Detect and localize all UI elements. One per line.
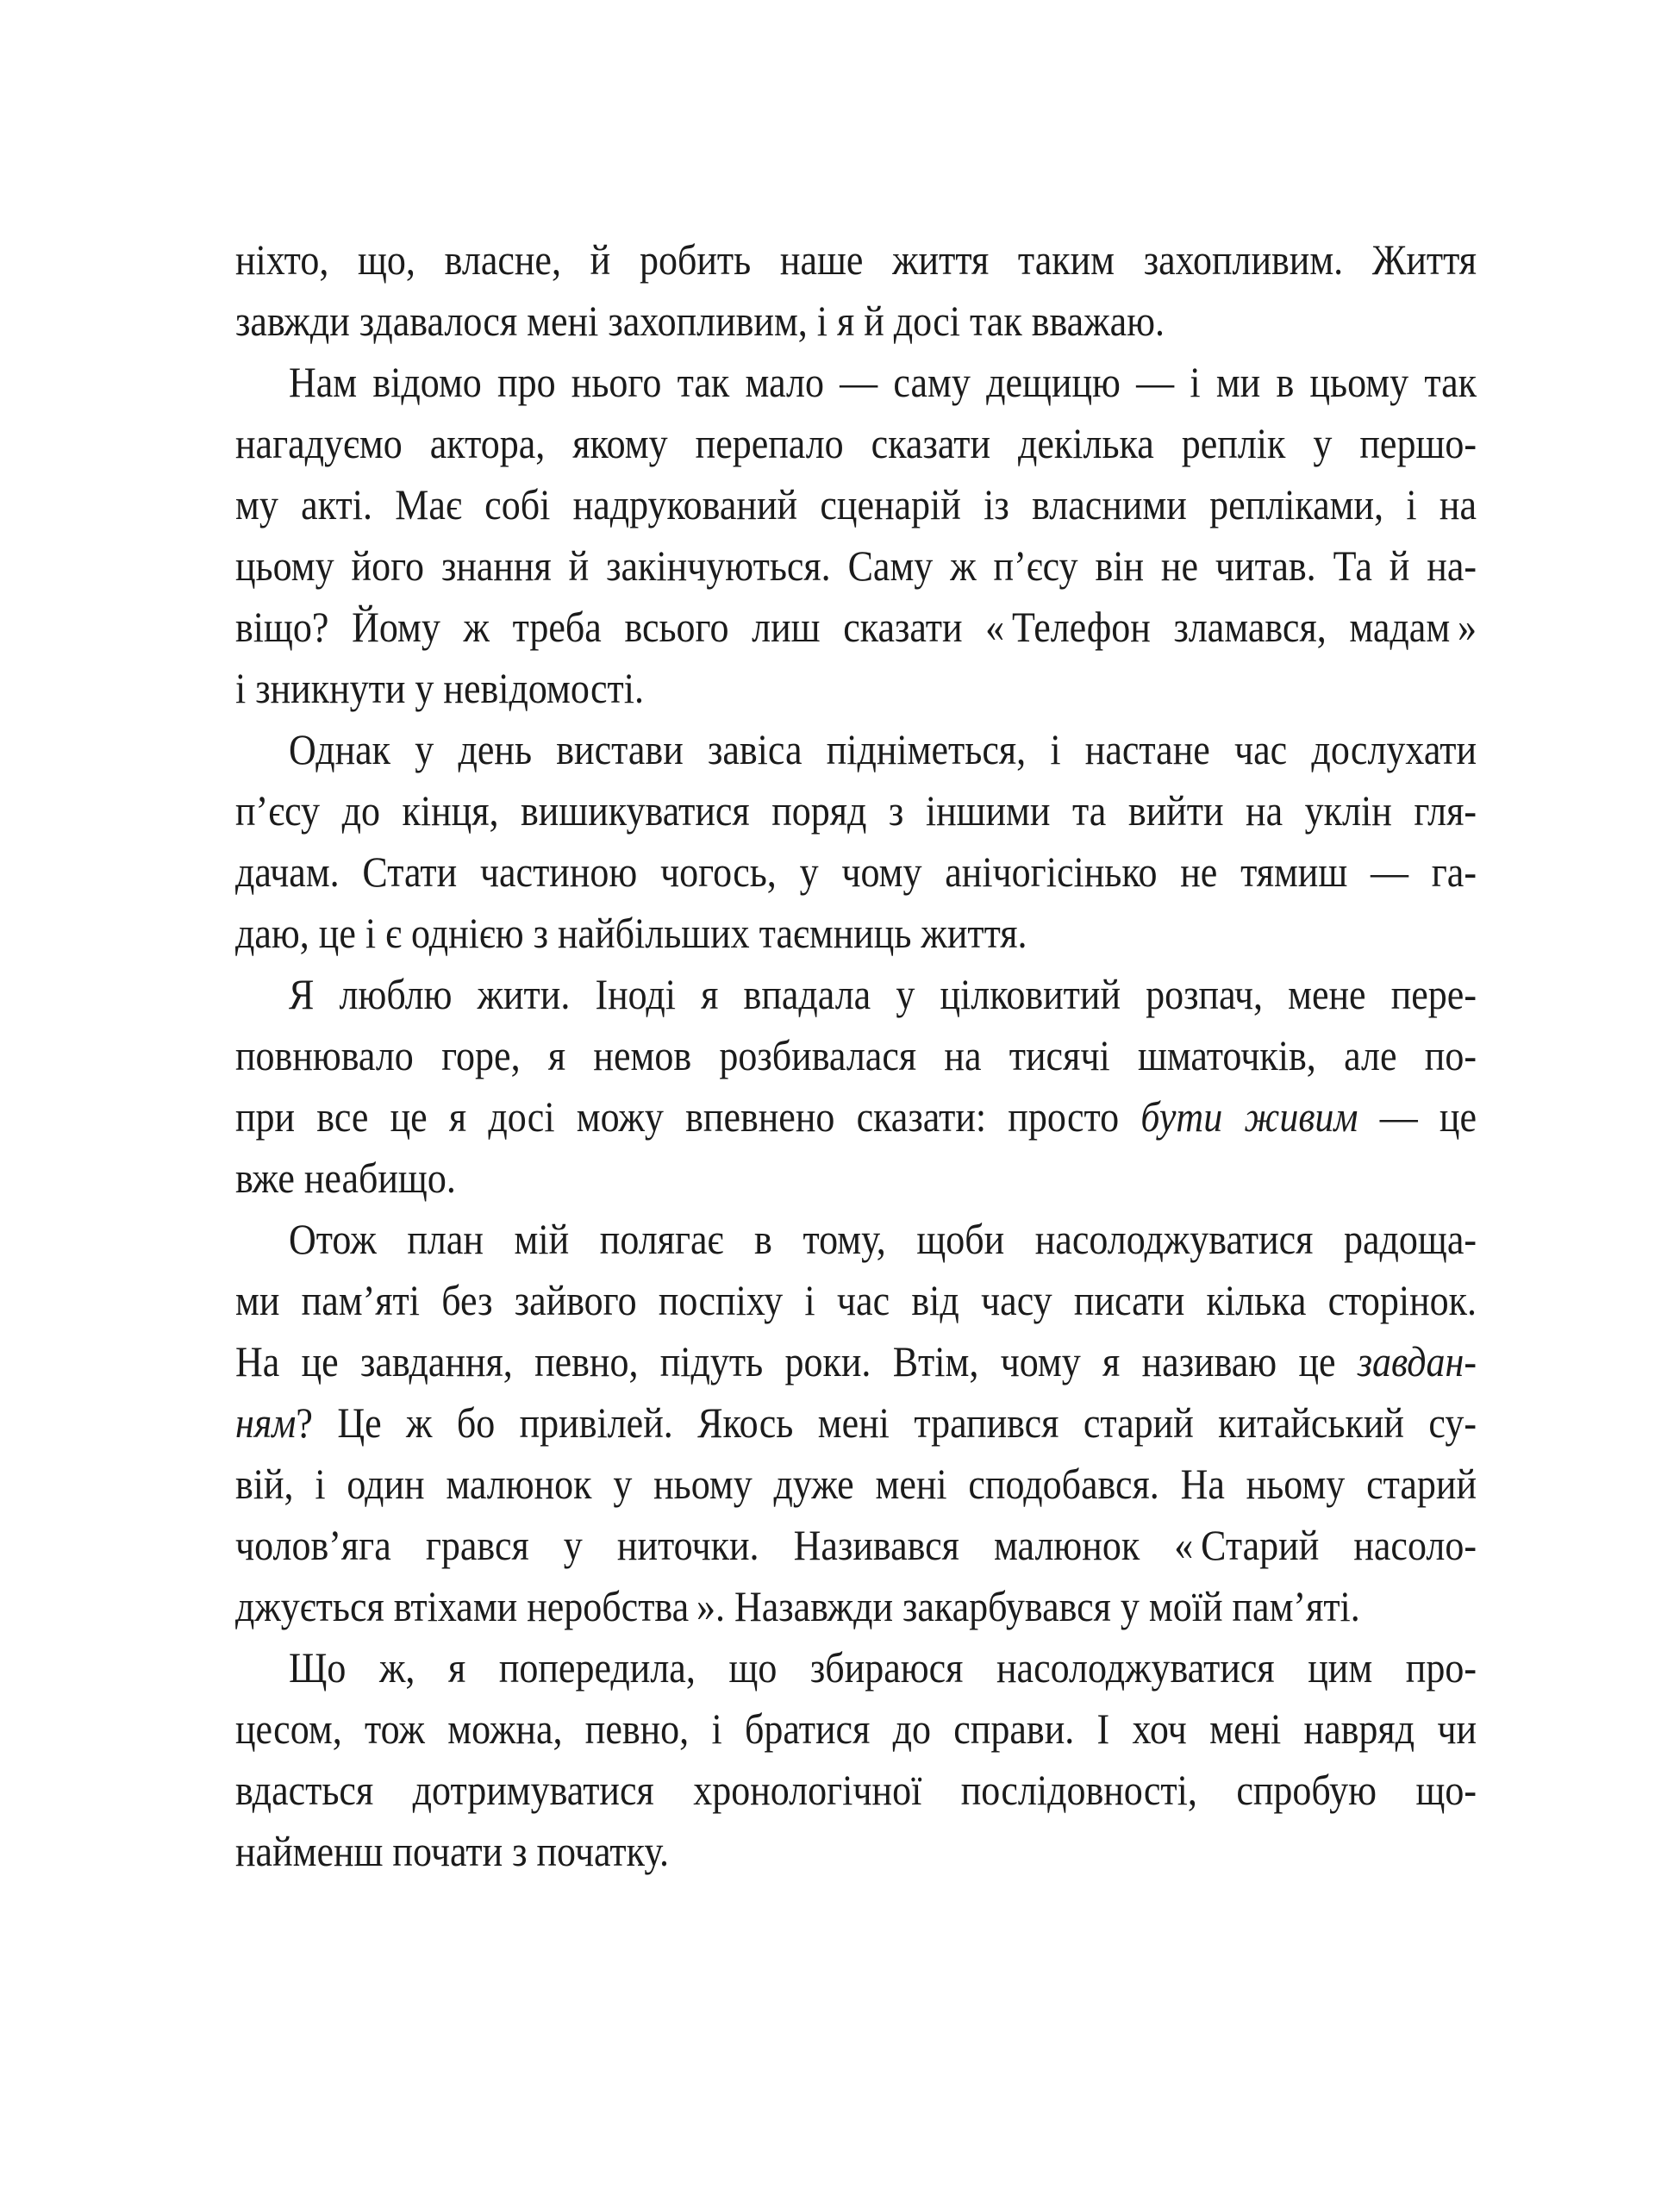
text-line xyxy=(235,1327,1477,1396)
text-line xyxy=(235,1694,1477,1763)
text-line xyxy=(235,837,1477,906)
text-segment: нагадуємо актора, якому перепало сказати декілька реплік у першо- xyxy=(235,419,1477,468)
text-line xyxy=(235,592,1477,661)
text-segment: цьому його знання й закінчуються. Саму ж п’єсу він не читав. Та й на- xyxy=(235,541,1477,591)
text-line xyxy=(235,1755,1477,1824)
text-line xyxy=(235,347,1477,416)
text-line xyxy=(235,531,1477,600)
text-segment: цесом, тож можна, певно, і братися до справи. І хоч мені навряд чи xyxy=(235,1704,1477,1754)
text-line xyxy=(235,715,1477,784)
text-line xyxy=(235,470,1477,539)
text-segment: Нам відомо про нього так мало — саму дещицю — і ми в цьому так xyxy=(289,358,1477,407)
text-segment: На це завдання, певно, підуть роки. Втім, чому я називаю це xyxy=(235,1337,1358,1386)
text-segment: і зникнути у невідомості. xyxy=(235,664,644,713)
text-segment: Отож план мій полягає в тому, щоби насолоджуватися радоща- xyxy=(289,1215,1477,1264)
text-segment: чолов’яга грався у ниточки. Називався малюнок « Старий насоло- xyxy=(235,1521,1477,1570)
text-segment: вдасться дотримуватися хронологічної послідовності, спробую що- xyxy=(235,1766,1477,1815)
text-segment: вже неабищо. xyxy=(235,1154,456,1203)
text-segment: повнювало горе, я немов розбивалася на тисячі шматочків, але по- xyxy=(235,1031,1477,1080)
italic-text-segment: ням xyxy=(235,1398,297,1448)
text-line xyxy=(235,776,1477,845)
text-line xyxy=(235,225,1477,294)
text-segment: Що ж, я попередила, що збираюся насолоджуватися цим про- xyxy=(289,1643,1477,1692)
text-line xyxy=(235,1510,1477,1579)
page-text-block xyxy=(235,229,1477,1882)
text-line xyxy=(235,1082,1477,1151)
text-segment: вій, і один малюнок у ньому дуже мені сподобався. На ньому старий xyxy=(235,1460,1477,1509)
text-line xyxy=(235,1449,1477,1518)
text-line xyxy=(235,1021,1477,1090)
text-line xyxy=(235,960,1477,1029)
italic-text-segment: бути живим xyxy=(1140,1092,1358,1141)
text-line xyxy=(235,1817,1477,1886)
text-segment: ніхто, що, власне, й робить наше життя таким захопливим. Життя xyxy=(235,235,1477,285)
italic-text-segment: завдан- xyxy=(1357,1337,1477,1386)
text-segment: п’єсу до кінця, вишикуватися поряд з іншими та вийти на уклін гля- xyxy=(235,786,1477,835)
text-segment: — це xyxy=(1358,1092,1477,1141)
text-segment: при все це я досі можу впевнено сказати: просто xyxy=(235,1092,1141,1141)
text-line xyxy=(235,654,1477,722)
text-segment: дачам. Стати частиною чогось, у чому анічогісінько не тямиш — га- xyxy=(235,847,1477,897)
text-segment: даю, це і є однією з найбільших таємниць життя. xyxy=(235,909,1027,958)
text-line xyxy=(235,1204,1477,1273)
text-segment: Я люблю жити. Іноді я впадала у цілковитий розпач, мене пере- xyxy=(289,970,1477,1019)
text-segment: му акті. Має собі надрукований сценарій із власними репліками, і на xyxy=(235,480,1477,529)
text-segment: завжди здавалося мені захопливим, і я й досі так вважаю. xyxy=(235,297,1165,346)
text-line xyxy=(235,898,1477,967)
text-line xyxy=(235,1388,1477,1457)
text-segment: ми пам’яті без зайвого поспіху і час від часу писати кілька сторінок. xyxy=(235,1276,1477,1325)
text-line xyxy=(235,1633,1477,1702)
text-segment: Однак у день вистави завіса підніметься, і настане час дослухати xyxy=(289,725,1477,774)
text-line xyxy=(235,1572,1477,1641)
text-segment: найменш почати з початку. xyxy=(235,1827,670,1876)
text-segment: ? Це ж бо привілей. Якось мені трапився старий китайський су- xyxy=(296,1398,1477,1448)
text-line xyxy=(235,286,1477,355)
text-line xyxy=(235,1266,1477,1335)
text-segment: віщо? Йому ж треба всього лиш сказати « Телефон зламався, мадам » xyxy=(235,603,1477,652)
text-line xyxy=(235,1143,1477,1212)
text-segment: джується втіхами неробства ». Назавжди закарбувався у моїй пам’яті. xyxy=(235,1582,1360,1631)
text-line xyxy=(235,409,1477,478)
